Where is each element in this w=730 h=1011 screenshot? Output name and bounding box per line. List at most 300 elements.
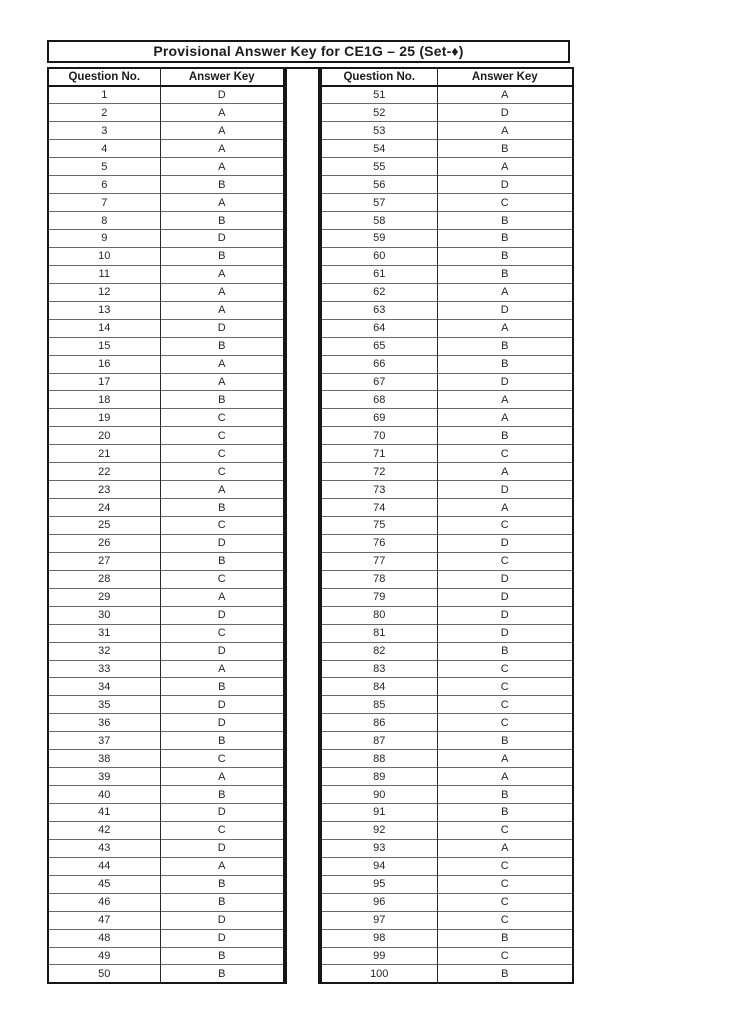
- table-row: [321, 839, 573, 857]
- question-number-cell: 19: [48, 409, 160, 427]
- table-row: [321, 875, 573, 893]
- table-row: [48, 391, 284, 409]
- answer-key-cell: C: [160, 463, 284, 481]
- question-number-cell: 4: [48, 140, 160, 158]
- answer-key-cell: A: [160, 768, 284, 786]
- question-number-cell: 49: [48, 947, 160, 965]
- table-row: [48, 821, 284, 839]
- answer-key-cell: D: [437, 606, 573, 624]
- question-number-cell: 9: [48, 230, 160, 248]
- question-number-cell: 92: [321, 821, 437, 839]
- table-row: [321, 373, 573, 391]
- answer-key-header: Answer Key: [437, 68, 573, 86]
- answer-key-cell: B: [437, 355, 573, 373]
- answer-key-cell: A: [437, 463, 573, 481]
- question-number-cell: 31: [48, 624, 160, 642]
- answer-key-cell: D: [437, 373, 573, 391]
- answer-key-cell: A: [437, 158, 573, 176]
- table-row: [48, 176, 284, 194]
- question-number-cell: 67: [321, 373, 437, 391]
- question-number-cell: 91: [321, 804, 437, 822]
- question-number-cell: 40: [48, 786, 160, 804]
- question-number-cell: 32: [48, 642, 160, 660]
- question-number-cell: 99: [321, 947, 437, 965]
- table-row: [321, 265, 573, 283]
- table-row: [321, 337, 573, 355]
- answer-key-cell: A: [437, 283, 573, 301]
- table-row: [48, 786, 284, 804]
- table-header-row: [321, 68, 573, 86]
- table-row: [321, 409, 573, 427]
- question-number-cell: 26: [48, 534, 160, 552]
- question-number-cell: 100: [321, 965, 437, 983]
- table-row: [48, 463, 284, 481]
- question-number-cell: 16: [48, 355, 160, 373]
- table-row: [321, 660, 573, 678]
- answer-key-cell: D: [160, 911, 284, 929]
- answer-key-cell: A: [160, 660, 284, 678]
- tables-container: [47, 67, 570, 984]
- question-number-cell: 62: [321, 283, 437, 301]
- answer-key-cell: A: [160, 158, 284, 176]
- table-row: [48, 319, 284, 337]
- answer-key-cell: C: [437, 911, 573, 929]
- question-number-cell: 97: [321, 911, 437, 929]
- question-number-cell: 35: [48, 696, 160, 714]
- answer-key-cell: B: [437, 786, 573, 804]
- answer-key-cell: B: [160, 552, 284, 570]
- question-number-cell: 45: [48, 875, 160, 893]
- question-number-cell: 95: [321, 875, 437, 893]
- table-row: [321, 606, 573, 624]
- answer-key-cell: A: [160, 122, 284, 140]
- table-row: [321, 194, 573, 212]
- table-row: [321, 445, 573, 463]
- question-number-cell: 8: [48, 212, 160, 230]
- question-number-cell: 42: [48, 821, 160, 839]
- answer-key-cell: A: [160, 283, 284, 301]
- table-row: [48, 965, 284, 983]
- question-number-cell: 2: [48, 104, 160, 122]
- table-row: [321, 122, 573, 140]
- answer-key-cell: D: [437, 588, 573, 606]
- question-number-cell: 12: [48, 283, 160, 301]
- answer-key-cell: B: [160, 678, 284, 696]
- answer-key-cell: B: [160, 337, 284, 355]
- answer-key-cell: A: [160, 355, 284, 373]
- question-number-cell: 33: [48, 660, 160, 678]
- answer-key-cell: C: [160, 570, 284, 588]
- table-row: [321, 212, 573, 230]
- question-number-cell: 55: [321, 158, 437, 176]
- table-row: [48, 230, 284, 248]
- question-number-cell: 48: [48, 929, 160, 947]
- table-row: [321, 732, 573, 750]
- answer-key-cell: C: [160, 517, 284, 535]
- answer-key-cell: A: [437, 750, 573, 768]
- answer-key-cell: D: [160, 86, 284, 104]
- answer-key-cell: D: [437, 481, 573, 499]
- answer-key-cell: C: [437, 678, 573, 696]
- table-row: [321, 319, 573, 337]
- table-row: [48, 678, 284, 696]
- table-row: [48, 212, 284, 230]
- answer-key-cell: D: [160, 929, 284, 947]
- table-row: [48, 732, 284, 750]
- answer-key-header: Answer Key: [160, 68, 284, 86]
- question-number-cell: 79: [321, 588, 437, 606]
- table-row: [48, 839, 284, 857]
- question-no-header: Question No.: [48, 68, 160, 86]
- answer-key-cell: B: [160, 965, 284, 983]
- answer-key-cell: A: [437, 499, 573, 517]
- question-number-cell: 71: [321, 445, 437, 463]
- question-number-cell: 73: [321, 481, 437, 499]
- question-number-cell: 88: [321, 750, 437, 768]
- answer-key-cell: C: [437, 821, 573, 839]
- table-row: [321, 965, 573, 983]
- question-number-cell: 17: [48, 373, 160, 391]
- answer-key-cell: C: [437, 875, 573, 893]
- table-row: [48, 750, 284, 768]
- table-row: [321, 857, 573, 875]
- table-row: [321, 642, 573, 660]
- table-row: [48, 696, 284, 714]
- answer-key-cell: B: [437, 247, 573, 265]
- table-row: [321, 86, 573, 104]
- table-row: [48, 947, 284, 965]
- question-number-cell: 43: [48, 839, 160, 857]
- answer-key-cell: C: [160, 624, 284, 642]
- table-row: [48, 624, 284, 642]
- question-number-cell: 39: [48, 768, 160, 786]
- answer-key-cell: B: [437, 642, 573, 660]
- table-row: [48, 517, 284, 535]
- table-row: [321, 517, 573, 535]
- answer-key-cell: B: [437, 230, 573, 248]
- question-no-header: Question No.: [321, 68, 437, 86]
- answer-key-cell: A: [160, 588, 284, 606]
- table-row: [48, 911, 284, 929]
- question-number-cell: 72: [321, 463, 437, 481]
- table-row: [48, 158, 284, 176]
- table-row: [48, 283, 284, 301]
- table-row: [48, 929, 284, 947]
- answer-key-cell: A: [160, 194, 284, 212]
- question-number-cell: 90: [321, 786, 437, 804]
- answer-key-cell: B: [160, 247, 284, 265]
- table-row: [321, 499, 573, 517]
- answer-key-cell: C: [160, 750, 284, 768]
- question-number-cell: 41: [48, 804, 160, 822]
- answer-key-cell: B: [160, 732, 284, 750]
- answer-key-cell: D: [437, 570, 573, 588]
- answer-key-cell: A: [437, 409, 573, 427]
- answer-key-cell: C: [160, 445, 284, 463]
- answer-key-cell: D: [160, 534, 284, 552]
- answer-key-cell: D: [160, 230, 284, 248]
- question-number-cell: 94: [321, 857, 437, 875]
- table-row: [48, 337, 284, 355]
- table-row: [321, 893, 573, 911]
- answer-key-cell: C: [437, 194, 573, 212]
- question-number-cell: 36: [48, 714, 160, 732]
- question-number-cell: 65: [321, 337, 437, 355]
- table-row: [48, 804, 284, 822]
- question-number-cell: 47: [48, 911, 160, 929]
- answer-key-cell: C: [437, 714, 573, 732]
- question-number-cell: 37: [48, 732, 160, 750]
- table-row: [48, 552, 284, 570]
- question-number-cell: 6: [48, 176, 160, 194]
- question-number-cell: 15: [48, 337, 160, 355]
- answer-key-cell: A: [160, 373, 284, 391]
- table-row: [321, 230, 573, 248]
- answer-key-cell: B: [437, 929, 573, 947]
- answer-key-cell: C: [437, 660, 573, 678]
- question-number-cell: 22: [48, 463, 160, 481]
- question-number-cell: 68: [321, 391, 437, 409]
- answer-key-cell: A: [160, 104, 284, 122]
- answer-key-cell: D: [160, 804, 284, 822]
- table-row: [321, 463, 573, 481]
- answer-key-cell: C: [437, 552, 573, 570]
- question-number-cell: 34: [48, 678, 160, 696]
- question-number-cell: 69: [321, 409, 437, 427]
- table-row: [321, 570, 573, 588]
- answer-key-cell: A: [160, 857, 284, 875]
- answer-key-cell: A: [160, 301, 284, 319]
- answer-key-cell: B: [437, 337, 573, 355]
- table-row: [321, 552, 573, 570]
- table-row: [321, 158, 573, 176]
- answer-key-cell: B: [437, 804, 573, 822]
- question-number-cell: 53: [321, 122, 437, 140]
- answer-key-cell: B: [437, 427, 573, 445]
- answer-key-cell: A: [437, 768, 573, 786]
- answer-key-cell: C: [437, 445, 573, 463]
- table-row: [48, 875, 284, 893]
- question-number-cell: 50: [48, 965, 160, 983]
- answer-key-cell: D: [437, 104, 573, 122]
- question-number-cell: 77: [321, 552, 437, 570]
- table-row: [321, 427, 573, 445]
- question-number-cell: 51: [321, 86, 437, 104]
- question-number-cell: 86: [321, 714, 437, 732]
- answer-key-cell: A: [437, 319, 573, 337]
- answer-key-cell: D: [437, 176, 573, 194]
- question-number-cell: 24: [48, 499, 160, 517]
- answer-key-cell: C: [437, 857, 573, 875]
- question-number-cell: 52: [321, 104, 437, 122]
- question-number-cell: 87: [321, 732, 437, 750]
- answer-key-sheet: [47, 40, 570, 984]
- table-row: [48, 194, 284, 212]
- table-row: [321, 247, 573, 265]
- question-number-cell: 14: [48, 319, 160, 337]
- answer-key-cell: B: [160, 212, 284, 230]
- question-number-cell: 96: [321, 893, 437, 911]
- question-number-cell: 83: [321, 660, 437, 678]
- answer-key-cell: B: [160, 391, 284, 409]
- question-number-cell: 3: [48, 122, 160, 140]
- answer-key-cell: B: [160, 786, 284, 804]
- question-number-cell: 38: [48, 750, 160, 768]
- answer-key-cell: B: [437, 212, 573, 230]
- question-number-cell: 78: [321, 570, 437, 588]
- answer-key-cell: C: [160, 409, 284, 427]
- answer-key-cell: A: [437, 122, 573, 140]
- answer-key-cell: D: [160, 714, 284, 732]
- table-row: [48, 768, 284, 786]
- question-number-cell: 74: [321, 499, 437, 517]
- table-row: [48, 660, 284, 678]
- question-number-cell: 80: [321, 606, 437, 624]
- answer-key-cell: A: [160, 265, 284, 283]
- table-row: [48, 301, 284, 319]
- question-number-cell: 29: [48, 588, 160, 606]
- table-row: [321, 588, 573, 606]
- table-row: [321, 947, 573, 965]
- table-row: [321, 624, 573, 642]
- table-row: [48, 481, 284, 499]
- question-number-cell: 44: [48, 857, 160, 875]
- table-row: [321, 104, 573, 122]
- answer-key-cell: B: [437, 140, 573, 158]
- question-number-cell: 81: [321, 624, 437, 642]
- table-row: [48, 140, 284, 158]
- question-number-cell: 5: [48, 158, 160, 176]
- answer-key-cell: A: [437, 839, 573, 857]
- question-number-cell: 56: [321, 176, 437, 194]
- table-row: [48, 104, 284, 122]
- table-row: [321, 696, 573, 714]
- question-number-cell: 57: [321, 194, 437, 212]
- table-row: [48, 534, 284, 552]
- answer-key-cell: A: [437, 86, 573, 104]
- table-row: [321, 355, 573, 373]
- question-number-cell: 25: [48, 517, 160, 535]
- answer-key-cell: C: [160, 427, 284, 445]
- question-number-cell: 1: [48, 86, 160, 104]
- answer-key-cell: D: [160, 839, 284, 857]
- page-title: Provisional Answer Key for CE1G – 25 (Set-♦): [47, 40, 570, 63]
- table-row: [321, 301, 573, 319]
- table-row: [321, 534, 573, 552]
- table-row: [48, 588, 284, 606]
- answer-key-cell: B: [437, 732, 573, 750]
- table-row: [321, 481, 573, 499]
- answer-key-cell: B: [160, 893, 284, 911]
- answer-key-cell: C: [437, 893, 573, 911]
- table-row: [48, 122, 284, 140]
- answer-key-cell: D: [437, 301, 573, 319]
- question-number-cell: 7: [48, 194, 160, 212]
- question-number-cell: 76: [321, 534, 437, 552]
- question-number-cell: 10: [48, 247, 160, 265]
- question-number-cell: 89: [321, 768, 437, 786]
- question-number-cell: 82: [321, 642, 437, 660]
- answer-key-cell: D: [160, 319, 284, 337]
- question-number-cell: 18: [48, 391, 160, 409]
- question-number-cell: 46: [48, 893, 160, 911]
- table-row: [321, 714, 573, 732]
- table-spacer-column: [285, 67, 320, 984]
- question-number-cell: 64: [321, 319, 437, 337]
- table-row: [48, 247, 284, 265]
- table-row: [48, 409, 284, 427]
- answer-key-cell: B: [160, 499, 284, 517]
- question-number-cell: 70: [321, 427, 437, 445]
- question-number-cell: 58: [321, 212, 437, 230]
- answer-key-cell: C: [437, 696, 573, 714]
- question-number-cell: 85: [321, 696, 437, 714]
- answer-key-cell: C: [437, 517, 573, 535]
- answer-table-1-50: [47, 67, 285, 984]
- table-row: [48, 893, 284, 911]
- answer-table-1-50-body: [48, 86, 284, 983]
- table-row: [48, 445, 284, 463]
- question-number-cell: 66: [321, 355, 437, 373]
- question-number-cell: 60: [321, 247, 437, 265]
- table-row: [321, 678, 573, 696]
- question-number-cell: 93: [321, 839, 437, 857]
- question-number-cell: 13: [48, 301, 160, 319]
- question-number-cell: 11: [48, 265, 160, 283]
- answer-key-cell: D: [437, 534, 573, 552]
- question-number-cell: 63: [321, 301, 437, 319]
- table-header-row: [48, 68, 284, 86]
- table-row: [321, 176, 573, 194]
- question-number-cell: 20: [48, 427, 160, 445]
- answer-key-cell: B: [160, 947, 284, 965]
- table-row: [321, 786, 573, 804]
- question-number-cell: 98: [321, 929, 437, 947]
- question-number-cell: 75: [321, 517, 437, 535]
- table-row: [321, 140, 573, 158]
- question-number-cell: 59: [321, 230, 437, 248]
- answer-key-cell: D: [160, 696, 284, 714]
- table-row: [48, 373, 284, 391]
- question-number-cell: 28: [48, 570, 160, 588]
- answer-key-cell: B: [160, 176, 284, 194]
- answer-table-51-100-body: [321, 86, 573, 983]
- table-row: [321, 821, 573, 839]
- table-row: [321, 768, 573, 786]
- table-row: [321, 391, 573, 409]
- question-number-cell: 54: [321, 140, 437, 158]
- answer-key-cell: C: [160, 821, 284, 839]
- table-row: [48, 857, 284, 875]
- answer-key-cell: D: [160, 642, 284, 660]
- table-row: [48, 86, 284, 104]
- answer-key-cell: A: [160, 481, 284, 499]
- table-row: [48, 606, 284, 624]
- table-row: [321, 750, 573, 768]
- answer-key-cell: B: [437, 265, 573, 283]
- table-row: [48, 499, 284, 517]
- table-row: [48, 355, 284, 373]
- table-row: [321, 804, 573, 822]
- answer-key-cell: B: [437, 965, 573, 983]
- answer-table-51-100: [320, 67, 574, 984]
- table-row: [48, 427, 284, 445]
- question-number-cell: 61: [321, 265, 437, 283]
- table-row: [48, 642, 284, 660]
- table-row: [321, 283, 573, 301]
- question-number-cell: 23: [48, 481, 160, 499]
- answer-key-cell: A: [437, 391, 573, 409]
